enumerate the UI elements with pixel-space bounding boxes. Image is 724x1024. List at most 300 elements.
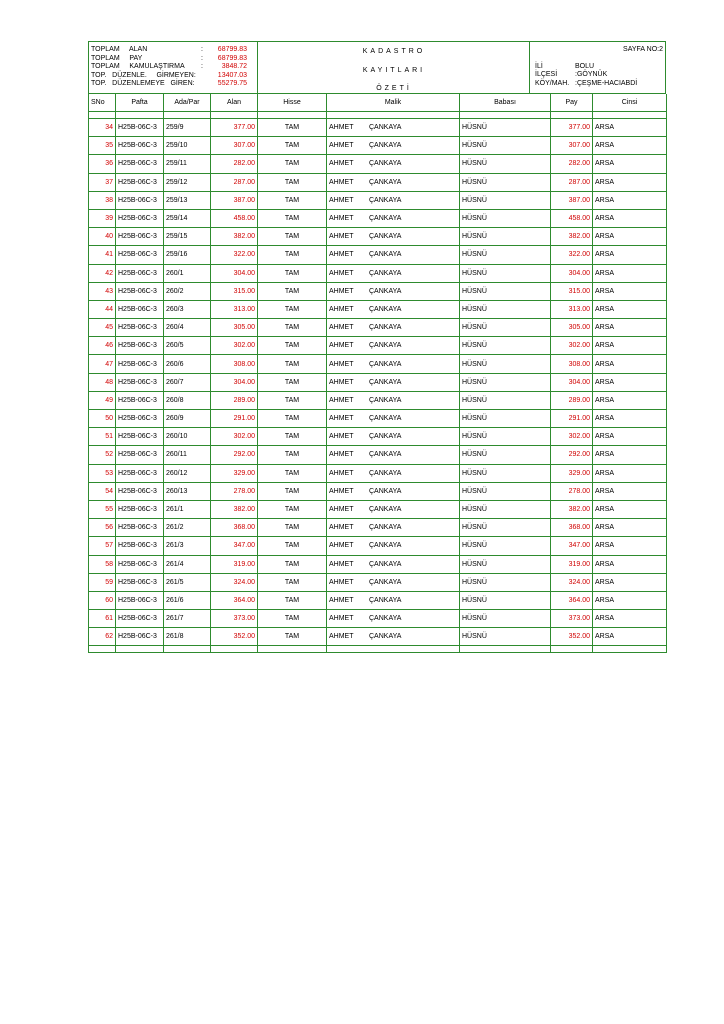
owner-first-name: AHMET bbox=[329, 578, 354, 586]
owner-last-name: ÇANKAYA bbox=[369, 578, 402, 586]
hisse-cell: TAM bbox=[258, 391, 327, 409]
alan-cell: 304.00 bbox=[211, 373, 258, 391]
sno-cell: 56 bbox=[89, 519, 116, 537]
pay-cell: 278.00 bbox=[551, 482, 593, 500]
table-row bbox=[89, 482, 667, 500]
hisse-cell: TAM bbox=[258, 446, 327, 464]
table-row bbox=[89, 591, 667, 609]
cinsi-cell: ARSA bbox=[593, 337, 667, 355]
sno-cell: 41 bbox=[89, 246, 116, 264]
owner-first-name: AHMET bbox=[329, 633, 354, 641]
owner-last-name: ÇANKAYA bbox=[369, 415, 402, 423]
col-header-babasi: Babası bbox=[460, 94, 551, 112]
alan-cell: 305.00 bbox=[211, 319, 258, 337]
header-divider bbox=[529, 42, 530, 93]
babasi-cell: HÜSNÜ bbox=[460, 464, 551, 482]
table-row bbox=[89, 119, 667, 137]
babasi-cell: HÜSNÜ bbox=[460, 119, 551, 137]
title-line-2: KAYITLARI bbox=[362, 67, 426, 74]
pafta-cell: H25B-06C-3 bbox=[116, 519, 164, 537]
owner-first-name: AHMET bbox=[329, 560, 354, 568]
sno-cell: 35 bbox=[89, 137, 116, 155]
hisse-cell: TAM bbox=[258, 191, 327, 209]
adapar-cell: 259/12 bbox=[164, 173, 211, 191]
alan-cell: 308.00 bbox=[211, 355, 258, 373]
owner-last-name: ÇANKAYA bbox=[369, 178, 402, 186]
babasi-cell: HÜSNÜ bbox=[460, 228, 551, 246]
cinsi-cell: ARSA bbox=[593, 410, 667, 428]
table-row bbox=[89, 555, 667, 573]
malik-cell bbox=[327, 428, 460, 446]
cinsi-cell: ARSA bbox=[593, 428, 667, 446]
owner-first-name: AHMET bbox=[329, 360, 354, 368]
pay-cell: 287.00 bbox=[551, 173, 593, 191]
owner-first-name: AHMET bbox=[329, 596, 354, 604]
babasi-cell: HÜSNÜ bbox=[460, 446, 551, 464]
adapar-cell: 260/12 bbox=[164, 464, 211, 482]
pafta-cell: H25B-06C-3 bbox=[116, 355, 164, 373]
owner-last-name: ÇANKAYA bbox=[369, 433, 402, 441]
hisse-cell: TAM bbox=[258, 137, 327, 155]
adapar-cell: 260/1 bbox=[164, 264, 211, 282]
pafta-cell: H25B-06C-3 bbox=[116, 137, 164, 155]
hisse-cell: TAM bbox=[258, 319, 327, 337]
alan-cell: 287.00 bbox=[211, 173, 258, 191]
table-row bbox=[89, 173, 667, 191]
spacer-row bbox=[89, 112, 667, 119]
adapar-cell: 261/2 bbox=[164, 519, 211, 537]
col-header-pafta: Pafta bbox=[116, 94, 164, 112]
table-row bbox=[89, 446, 667, 464]
pay-cell: 304.00 bbox=[551, 264, 593, 282]
location-row: İLÇESİ :GÖYNÜK bbox=[535, 71, 608, 79]
malik-cell bbox=[327, 537, 460, 555]
cinsi-cell: ARSA bbox=[593, 464, 667, 482]
malik-cell bbox=[327, 246, 460, 264]
alan-cell: 307.00 bbox=[211, 137, 258, 155]
table-row bbox=[89, 519, 667, 537]
adapar-cell: 260/10 bbox=[164, 428, 211, 446]
cinsi-cell: ARSA bbox=[593, 300, 667, 318]
malik-cell bbox=[327, 173, 460, 191]
hisse-cell: TAM bbox=[258, 482, 327, 500]
report-header bbox=[88, 41, 666, 94]
pafta-cell: H25B-06C-3 bbox=[116, 319, 164, 337]
malik-cell bbox=[327, 555, 460, 573]
malik-cell bbox=[327, 155, 460, 173]
table-row bbox=[89, 428, 667, 446]
cinsi-cell: ARSA bbox=[593, 119, 667, 137]
adapar-cell: 260/5 bbox=[164, 337, 211, 355]
pay-cell: 368.00 bbox=[551, 519, 593, 537]
alan-cell: 373.00 bbox=[211, 610, 258, 628]
owner-last-name: ÇANKAYA bbox=[369, 451, 402, 459]
col-header-alan: Alan bbox=[211, 94, 258, 112]
pay-cell: 458.00 bbox=[551, 209, 593, 227]
hisse-cell: TAM bbox=[258, 555, 327, 573]
pafta-cell: H25B-06C-3 bbox=[116, 282, 164, 300]
pay-cell: 308.00 bbox=[551, 355, 593, 373]
adapar-cell: 260/6 bbox=[164, 355, 211, 373]
alan-cell: 278.00 bbox=[211, 482, 258, 500]
owner-first-name: AHMET bbox=[329, 142, 354, 150]
hisse-cell: TAM bbox=[258, 573, 327, 591]
summary-row: TOP. DÜZENLE. GİRMEYEN: 13407.03 bbox=[91, 71, 247, 79]
pafta-cell: H25B-06C-3 bbox=[116, 537, 164, 555]
malik-cell bbox=[327, 482, 460, 500]
pafta-cell: H25B-06C-3 bbox=[116, 482, 164, 500]
alan-cell: 329.00 bbox=[211, 464, 258, 482]
alan-cell: 292.00 bbox=[211, 446, 258, 464]
sno-cell: 53 bbox=[89, 464, 116, 482]
pafta-cell: H25B-06C-3 bbox=[116, 300, 164, 318]
cinsi-cell: ARSA bbox=[593, 519, 667, 537]
alan-cell: 282.00 bbox=[211, 155, 258, 173]
babasi-cell: HÜSNÜ bbox=[460, 209, 551, 227]
alan-cell: 291.00 bbox=[211, 410, 258, 428]
table-row bbox=[89, 191, 667, 209]
owner-last-name: ÇANKAYA bbox=[369, 542, 402, 550]
sno-cell: 38 bbox=[89, 191, 116, 209]
malik-cell bbox=[327, 337, 460, 355]
hisse-cell: TAM bbox=[258, 228, 327, 246]
col-header-pay: Pay bbox=[551, 94, 593, 112]
alan-cell: 319.00 bbox=[211, 555, 258, 573]
alan-cell: 302.00 bbox=[211, 337, 258, 355]
hisse-cell: TAM bbox=[258, 628, 327, 646]
pay-cell: 347.00 bbox=[551, 537, 593, 555]
table-row bbox=[89, 209, 667, 227]
alan-cell: 368.00 bbox=[211, 519, 258, 537]
babasi-cell: HÜSNÜ bbox=[460, 573, 551, 591]
alan-cell: 315.00 bbox=[211, 282, 258, 300]
table-row bbox=[89, 537, 667, 555]
owner-last-name: ÇANKAYA bbox=[369, 633, 402, 641]
table-row bbox=[89, 300, 667, 318]
babasi-cell: HÜSNÜ bbox=[460, 355, 551, 373]
pay-cell: 315.00 bbox=[551, 282, 593, 300]
location-row: İLİ BOLU bbox=[535, 62, 595, 70]
table-row bbox=[89, 464, 667, 482]
sno-cell: 57 bbox=[89, 537, 116, 555]
pay-cell: 324.00 bbox=[551, 573, 593, 591]
babasi-cell: HÜSNÜ bbox=[460, 391, 551, 409]
malik-cell bbox=[327, 391, 460, 409]
owner-last-name: ÇANKAYA bbox=[369, 124, 402, 132]
adapar-cell: 260/13 bbox=[164, 482, 211, 500]
col-header-malik: Malik bbox=[327, 94, 460, 112]
sno-cell: 60 bbox=[89, 591, 116, 609]
malik-cell bbox=[327, 264, 460, 282]
table-row bbox=[89, 264, 667, 282]
owner-first-name: AHMET bbox=[329, 451, 354, 459]
cinsi-cell: ARSA bbox=[593, 446, 667, 464]
pafta-cell: H25B-06C-3 bbox=[116, 555, 164, 573]
sno-cell: 34 bbox=[89, 119, 116, 137]
owner-last-name: ÇANKAYA bbox=[369, 324, 402, 332]
owner-first-name: AHMET bbox=[329, 378, 354, 386]
owner-first-name: AHMET bbox=[329, 305, 354, 313]
alan-cell: 322.00 bbox=[211, 246, 258, 264]
cinsi-cell: ARSA bbox=[593, 319, 667, 337]
owner-last-name: ÇANKAYA bbox=[369, 342, 402, 350]
adapar-cell: 259/15 bbox=[164, 228, 211, 246]
sno-cell: 46 bbox=[89, 337, 116, 355]
sno-cell: 51 bbox=[89, 428, 116, 446]
owner-last-name: ÇANKAYA bbox=[369, 360, 402, 368]
sno-cell: 59 bbox=[89, 573, 116, 591]
babasi-cell: HÜSNÜ bbox=[460, 319, 551, 337]
cinsi-cell: ARSA bbox=[593, 482, 667, 500]
alan-cell: 313.00 bbox=[211, 300, 258, 318]
pay-cell: 291.00 bbox=[551, 410, 593, 428]
alan-cell: 304.00 bbox=[211, 264, 258, 282]
malik-cell bbox=[327, 209, 460, 227]
cinsi-cell: ARSA bbox=[593, 191, 667, 209]
adapar-cell: 261/4 bbox=[164, 555, 211, 573]
adapar-cell: 259/16 bbox=[164, 246, 211, 264]
adapar-cell: 261/5 bbox=[164, 573, 211, 591]
pafta-cell: H25B-06C-3 bbox=[116, 610, 164, 628]
col-header-cinsi: Cinsi bbox=[593, 94, 667, 112]
pay-cell: 302.00 bbox=[551, 428, 593, 446]
owner-last-name: ÇANKAYA bbox=[369, 305, 402, 313]
summary-row: TOPLAM PAY : 68799.83 bbox=[91, 54, 247, 62]
header-divider bbox=[257, 42, 258, 93]
adapar-cell: 261/8 bbox=[164, 628, 211, 646]
adapar-cell: 259/9 bbox=[164, 119, 211, 137]
adapar-cell: 260/4 bbox=[164, 319, 211, 337]
pay-cell: 319.00 bbox=[551, 555, 593, 573]
hisse-cell: TAM bbox=[258, 264, 327, 282]
owner-last-name: ÇANKAYA bbox=[369, 269, 402, 277]
cinsi-cell: ARSA bbox=[593, 500, 667, 518]
pay-cell: 377.00 bbox=[551, 119, 593, 137]
malik-cell bbox=[327, 519, 460, 537]
babasi-cell: HÜSNÜ bbox=[460, 410, 551, 428]
col-header-hisse: Hisse bbox=[258, 94, 327, 112]
table-row bbox=[89, 628, 667, 646]
pafta-cell: H25B-06C-3 bbox=[116, 228, 164, 246]
adapar-cell: 260/9 bbox=[164, 410, 211, 428]
owner-first-name: AHMET bbox=[329, 433, 354, 441]
babasi-cell: HÜSNÜ bbox=[460, 500, 551, 518]
pafta-cell: H25B-06C-3 bbox=[116, 500, 164, 518]
table-row bbox=[89, 137, 667, 155]
pay-cell: 364.00 bbox=[551, 591, 593, 609]
pay-cell: 282.00 bbox=[551, 155, 593, 173]
table-row bbox=[89, 319, 667, 337]
malik-cell bbox=[327, 282, 460, 300]
owner-first-name: AHMET bbox=[329, 342, 354, 350]
table-row bbox=[89, 573, 667, 591]
owner-first-name: AHMET bbox=[329, 542, 354, 550]
alan-cell: 324.00 bbox=[211, 573, 258, 591]
malik-cell bbox=[327, 373, 460, 391]
hisse-cell: TAM bbox=[258, 373, 327, 391]
cinsi-cell: ARSA bbox=[593, 537, 667, 555]
malik-cell bbox=[327, 228, 460, 246]
pay-cell: 352.00 bbox=[551, 628, 593, 646]
sno-cell: 36 bbox=[89, 155, 116, 173]
babasi-cell: HÜSNÜ bbox=[460, 300, 551, 318]
owner-first-name: AHMET bbox=[329, 396, 354, 404]
babasi-cell: HÜSNÜ bbox=[460, 555, 551, 573]
sno-cell: 42 bbox=[89, 264, 116, 282]
alan-cell: 347.00 bbox=[211, 537, 258, 555]
owner-first-name: AHMET bbox=[329, 615, 354, 623]
spacer-row bbox=[89, 646, 667, 653]
pay-cell: 292.00 bbox=[551, 446, 593, 464]
pafta-cell: H25B-06C-3 bbox=[116, 173, 164, 191]
pay-cell: 305.00 bbox=[551, 319, 593, 337]
owner-last-name: ÇANKAYA bbox=[369, 215, 402, 223]
owner-last-name: ÇANKAYA bbox=[369, 506, 402, 514]
babasi-cell: HÜSNÜ bbox=[460, 428, 551, 446]
pay-cell: 322.00 bbox=[551, 246, 593, 264]
malik-cell bbox=[327, 119, 460, 137]
malik-cell bbox=[327, 573, 460, 591]
adapar-cell: 261/1 bbox=[164, 500, 211, 518]
table-row bbox=[89, 500, 667, 518]
records-table bbox=[88, 94, 667, 653]
adapar-cell: 261/6 bbox=[164, 591, 211, 609]
pay-cell: 302.00 bbox=[551, 337, 593, 355]
sno-cell: 55 bbox=[89, 500, 116, 518]
hisse-cell: TAM bbox=[258, 464, 327, 482]
adapar-cell: 261/7 bbox=[164, 610, 211, 628]
alan-cell: 382.00 bbox=[211, 228, 258, 246]
adapar-cell: 260/8 bbox=[164, 391, 211, 409]
babasi-cell: HÜSNÜ bbox=[460, 482, 551, 500]
babasi-cell: HÜSNÜ bbox=[460, 628, 551, 646]
babasi-cell: HÜSNÜ bbox=[460, 155, 551, 173]
sno-cell: 39 bbox=[89, 209, 116, 227]
sno-cell: 61 bbox=[89, 610, 116, 628]
title-line-1: KADASTRO bbox=[362, 48, 426, 55]
owner-last-name: ÇANKAYA bbox=[369, 487, 402, 495]
malik-cell bbox=[327, 191, 460, 209]
owner-first-name: AHMET bbox=[329, 160, 354, 168]
summary-row: TOPLAM ALAN : 68799.83 bbox=[91, 46, 247, 53]
sno-cell: 45 bbox=[89, 319, 116, 337]
owner-last-name: ÇANKAYA bbox=[369, 378, 402, 386]
babasi-cell: HÜSNÜ bbox=[460, 246, 551, 264]
title-line-3: ÖZETİ bbox=[376, 85, 412, 92]
pay-cell: 307.00 bbox=[551, 137, 593, 155]
owner-first-name: AHMET bbox=[329, 124, 354, 132]
owner-first-name: AHMET bbox=[329, 215, 354, 223]
owner-last-name: ÇANKAYA bbox=[369, 251, 402, 259]
pafta-cell: H25B-06C-3 bbox=[116, 464, 164, 482]
sno-cell: 58 bbox=[89, 555, 116, 573]
sno-cell: 48 bbox=[89, 373, 116, 391]
alan-cell: 364.00 bbox=[211, 591, 258, 609]
hisse-cell: TAM bbox=[258, 209, 327, 227]
sno-cell: 40 bbox=[89, 228, 116, 246]
adapar-cell: 260/7 bbox=[164, 373, 211, 391]
cinsi-cell: ARSA bbox=[593, 155, 667, 173]
cinsi-cell: ARSA bbox=[593, 246, 667, 264]
adapar-cell: 259/14 bbox=[164, 209, 211, 227]
alan-cell: 352.00 bbox=[211, 628, 258, 646]
babasi-cell: HÜSNÜ bbox=[460, 337, 551, 355]
owner-first-name: AHMET bbox=[329, 287, 354, 295]
table-header-row bbox=[89, 94, 667, 112]
owner-first-name: AHMET bbox=[329, 178, 354, 186]
owner-last-name: ÇANKAYA bbox=[369, 560, 402, 568]
table-row bbox=[89, 337, 667, 355]
pafta-cell: H25B-06C-3 bbox=[116, 264, 164, 282]
owner-last-name: ÇANKAYA bbox=[369, 160, 402, 168]
sno-cell: 62 bbox=[89, 628, 116, 646]
malik-cell bbox=[327, 464, 460, 482]
adapar-cell: 260/3 bbox=[164, 300, 211, 318]
cinsi-cell: ARSA bbox=[593, 264, 667, 282]
babasi-cell: HÜSNÜ bbox=[460, 373, 551, 391]
cinsi-cell: ARSA bbox=[593, 209, 667, 227]
table-row bbox=[89, 228, 667, 246]
babasi-cell: HÜSNÜ bbox=[460, 282, 551, 300]
babasi-cell: HÜSNÜ bbox=[460, 519, 551, 537]
owner-last-name: ÇANKAYA bbox=[369, 233, 402, 241]
table-row bbox=[89, 246, 667, 264]
pafta-cell: H25B-06C-3 bbox=[116, 191, 164, 209]
col-header-sno: SNo bbox=[89, 94, 116, 112]
hisse-cell: TAM bbox=[258, 155, 327, 173]
owner-first-name: AHMET bbox=[329, 251, 354, 259]
pay-cell: 382.00 bbox=[551, 500, 593, 518]
summary-row: TOP. DÜZENLEMEYE GİREN: 55279.75 bbox=[91, 80, 247, 88]
cinsi-cell: ARSA bbox=[593, 355, 667, 373]
table-body bbox=[89, 112, 667, 653]
sno-cell: 43 bbox=[89, 282, 116, 300]
babasi-cell: HÜSNÜ bbox=[460, 191, 551, 209]
cadastre-sheet bbox=[88, 41, 666, 653]
cinsi-cell: ARSA bbox=[593, 137, 667, 155]
babasi-cell: HÜSNÜ bbox=[460, 137, 551, 155]
alan-cell: 302.00 bbox=[211, 428, 258, 446]
hisse-cell: TAM bbox=[258, 337, 327, 355]
hisse-cell: TAM bbox=[258, 428, 327, 446]
pafta-cell: H25B-06C-3 bbox=[116, 337, 164, 355]
table-row bbox=[89, 610, 667, 628]
table-row bbox=[89, 410, 667, 428]
hisse-cell: TAM bbox=[258, 500, 327, 518]
table-row bbox=[89, 282, 667, 300]
pafta-cell: H25B-06C-3 bbox=[116, 573, 164, 591]
cinsi-cell: ARSA bbox=[593, 173, 667, 191]
owner-last-name: ÇANKAYA bbox=[369, 287, 402, 295]
sno-cell: 44 bbox=[89, 300, 116, 318]
owner-first-name: AHMET bbox=[329, 469, 354, 477]
adapar-cell: 260/2 bbox=[164, 282, 211, 300]
cinsi-cell: ARSA bbox=[593, 610, 667, 628]
pafta-cell: H25B-06C-3 bbox=[116, 155, 164, 173]
owner-first-name: AHMET bbox=[329, 196, 354, 204]
owner-first-name: AHMET bbox=[329, 415, 354, 423]
malik-cell bbox=[327, 137, 460, 155]
pafta-cell: H25B-06C-3 bbox=[116, 410, 164, 428]
pay-cell: 387.00 bbox=[551, 191, 593, 209]
hisse-cell: TAM bbox=[258, 300, 327, 318]
babasi-cell: HÜSNÜ bbox=[460, 591, 551, 609]
page-number: SAYFA NO:2 bbox=[623, 46, 663, 53]
cinsi-cell: ARSA bbox=[593, 282, 667, 300]
sno-cell: 50 bbox=[89, 410, 116, 428]
location-row: KÖY/MAH. :ÇEŞME-HACIABDİ bbox=[535, 79, 638, 87]
babasi-cell: HÜSNÜ bbox=[460, 173, 551, 191]
